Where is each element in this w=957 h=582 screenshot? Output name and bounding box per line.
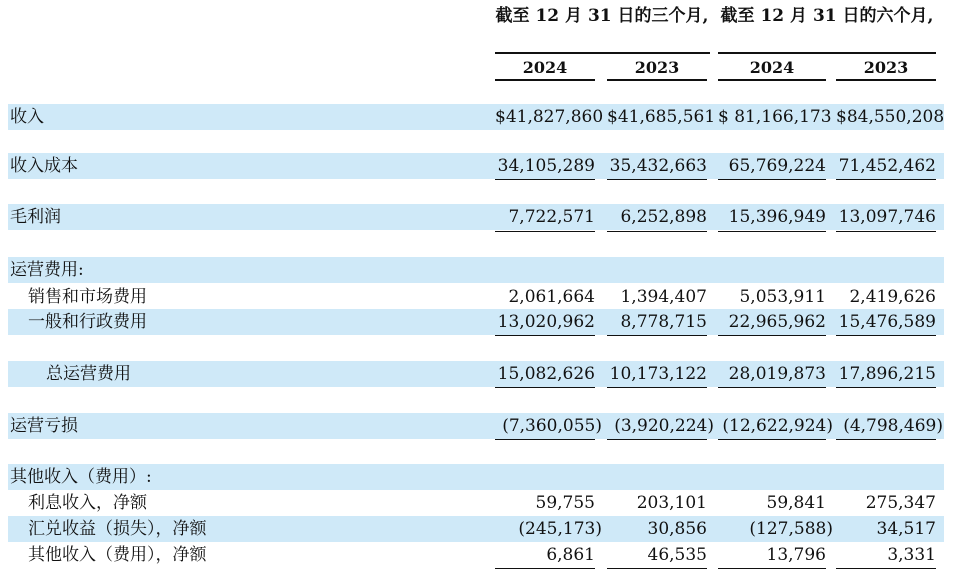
cell-value: 59,841 xyxy=(766,493,826,513)
underline xyxy=(836,335,936,336)
cell-value: 6,252,898 xyxy=(620,207,707,227)
table-row-gross-profit xyxy=(0,204,957,230)
cell-value: 34,517 xyxy=(876,519,936,539)
cell-value: 30,856 xyxy=(647,519,707,539)
cell-value: 203,101 xyxy=(636,493,707,513)
cell-value: 3,331 xyxy=(887,545,936,565)
year-rule-1 xyxy=(495,79,595,81)
row-label: 运营亏损 xyxy=(10,416,78,436)
row-label: 其他收入（费用），净额 xyxy=(28,545,207,565)
cell-value: 35,432,663 xyxy=(609,156,707,176)
underline xyxy=(495,387,595,388)
underline xyxy=(836,179,936,180)
cell-value: 1,394,407 xyxy=(620,287,707,307)
cell-value: 10,173,122 xyxy=(609,364,707,384)
cell-value: 5,053,911 xyxy=(739,287,826,307)
cell-value: $ 81,166,173 xyxy=(718,107,832,127)
table-row-other-header xyxy=(0,464,957,490)
cell-value: 2,061,664 xyxy=(508,287,595,307)
cell-value: 34,105,289 xyxy=(497,156,595,176)
header-rule-three-months xyxy=(495,52,710,54)
section-label: 其他收入（费用）: xyxy=(10,467,152,487)
table-row-fx xyxy=(0,516,957,542)
cell-value: 65,769,224 xyxy=(728,156,826,176)
cell-value: 13,796 xyxy=(766,545,826,565)
table-row-ga xyxy=(0,309,957,335)
underline xyxy=(495,439,595,440)
underline xyxy=(607,439,707,440)
cell-value: 6,861 xyxy=(546,545,595,565)
cell-value: 15,476,589 xyxy=(838,312,936,332)
underline xyxy=(607,387,707,388)
underline xyxy=(718,387,826,388)
cell-value: (127,588) xyxy=(749,519,833,539)
underline xyxy=(495,231,595,232)
table-row-revenue xyxy=(0,104,957,130)
row-label: 销售和市场费用 xyxy=(28,287,147,307)
row-label: 汇兑收益（损失），净额 xyxy=(28,519,207,539)
year-col-2: 2023 xyxy=(634,58,680,77)
underline xyxy=(718,179,826,180)
header-six-months: 截至 12 月 31 日的六个月, xyxy=(720,6,934,26)
cell-value: 13,020,962 xyxy=(497,312,595,332)
table-row-total-opex xyxy=(0,361,957,387)
row-label: 毛利润 xyxy=(10,207,61,227)
cell-value: 28,019,873 xyxy=(728,364,826,384)
underline xyxy=(836,568,936,569)
cell-value: 46,535 xyxy=(647,545,707,565)
cell-value: 7,722,571 xyxy=(508,207,595,227)
table-row-opex-header xyxy=(0,257,957,283)
year-rule-4 xyxy=(836,79,936,81)
cell-value: $84,550,208 xyxy=(836,107,945,127)
table-row-interest xyxy=(0,490,957,516)
cell-value: 15,082,626 xyxy=(497,364,595,384)
header-three-months: 截至 12 月 31 日的三个月, xyxy=(495,6,709,26)
cell-value: 13,097,746 xyxy=(838,207,936,227)
cell-value: (245,173) xyxy=(518,519,602,539)
cell-value: 71,452,462 xyxy=(838,156,936,176)
underline xyxy=(607,335,707,336)
cell-value: 15,396,949 xyxy=(728,207,826,227)
table-row-operating-loss xyxy=(0,413,957,439)
cell-value: 8,778,715 xyxy=(620,312,707,332)
underline xyxy=(718,335,826,336)
cell-value: 275,347 xyxy=(865,493,936,513)
cell-value: 17,896,215 xyxy=(838,364,936,384)
underline xyxy=(495,568,595,569)
cell-value: $41,685,561 xyxy=(607,107,716,127)
year-rule-3 xyxy=(718,79,826,81)
underline xyxy=(718,231,826,232)
underline xyxy=(718,439,826,440)
underline xyxy=(718,568,826,569)
year-col-4: 2023 xyxy=(863,58,909,77)
table-row-other xyxy=(0,542,957,568)
underline xyxy=(495,179,595,180)
row-label: 收入成本 xyxy=(10,156,78,176)
cell-value: 22,965,962 xyxy=(728,312,826,332)
underline xyxy=(607,568,707,569)
year-col-3: 2024 xyxy=(749,58,795,77)
header-rule-six-months xyxy=(718,52,936,54)
year-rule-2 xyxy=(607,79,707,81)
underline xyxy=(607,231,707,232)
table-row-selling xyxy=(0,284,957,310)
underline xyxy=(836,387,936,388)
cell-value: (7,360,055) xyxy=(502,416,602,436)
cell-value: (4,798,469) xyxy=(843,416,943,436)
underline xyxy=(607,179,707,180)
underline xyxy=(836,439,936,440)
table-row-cost xyxy=(0,153,957,179)
cell-value: (3,920,224) xyxy=(614,416,714,436)
underline xyxy=(495,335,595,336)
row-label: 利息收入，净额 xyxy=(28,493,147,513)
underline xyxy=(836,231,936,232)
row-label: 一般和行政费用 xyxy=(28,312,147,332)
year-col-1: 2024 xyxy=(522,58,568,77)
section-label: 运营费用: xyxy=(10,260,84,280)
cell-value: (12,622,924) xyxy=(722,416,833,436)
row-label: 收入 xyxy=(10,107,44,127)
cell-value: $41,827,860 xyxy=(495,107,604,127)
cell-value: 2,419,626 xyxy=(849,287,936,307)
cell-value: 59,755 xyxy=(535,493,595,513)
row-label: 总运营费用 xyxy=(46,364,131,384)
